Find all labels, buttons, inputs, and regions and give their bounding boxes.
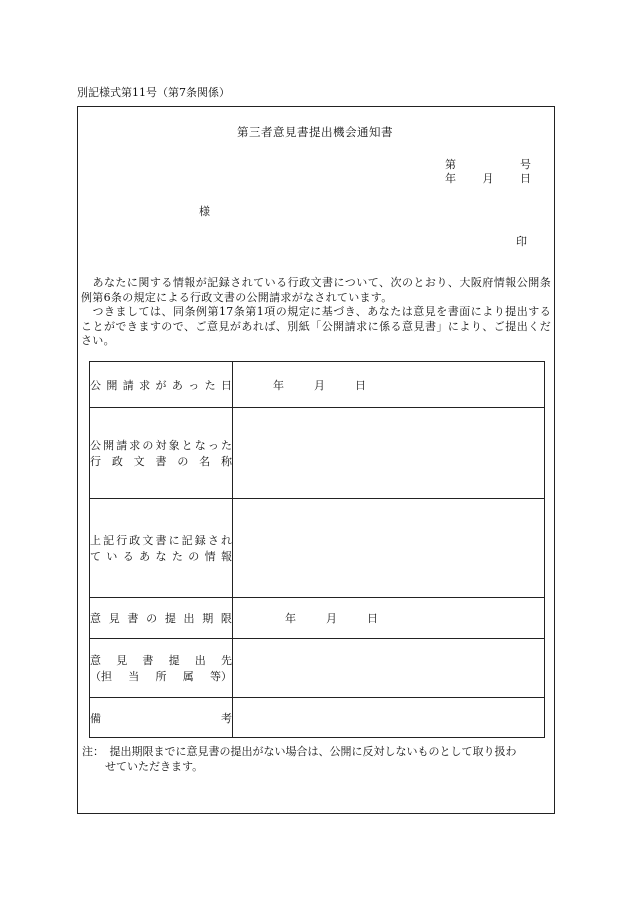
label-char: な — [194, 439, 206, 452]
label-char: た — [204, 378, 216, 392]
label-char: 備 — [90, 711, 101, 725]
label-char: 文 — [142, 534, 154, 547]
label-char: 記 — [181, 534, 193, 547]
label-char: 録 — [194, 534, 206, 547]
label-char: 求 — [139, 378, 151, 392]
label-char: 書 — [142, 654, 154, 667]
deadline-day: 日 — [367, 612, 378, 625]
label-char: 当 — [128, 670, 140, 683]
label-char: あ — [171, 378, 183, 392]
value-submission-to — [233, 639, 545, 698]
label-char: 所 — [155, 670, 167, 683]
footnote-line-2: せていただきます。 — [105, 760, 204, 773]
form-reference-label: 別記様式第11号（第7条関係） — [77, 86, 230, 99]
deadline-month: 月 — [326, 612, 337, 625]
label-submission-to — [90, 639, 233, 698]
addressee-suffix: 様 — [199, 205, 210, 218]
label-char: 書 — [127, 612, 139, 625]
label-char: 見 — [108, 612, 120, 625]
label-char: っ — [188, 378, 200, 392]
label-line — [90, 652, 232, 668]
label-char: 先 — [220, 654, 232, 667]
intro-paragraph: あなたに関する情報が記録されている行政文書について、次のとおり、大阪府情報公開条例第6条の規定による行政文書の公開請求がなされています。 — [81, 276, 551, 304]
seal-mark: 印 — [516, 235, 527, 248]
label-char: の — [142, 439, 154, 452]
issue-date-line — [445, 170, 531, 186]
label-char: る — [122, 550, 134, 563]
value-your-info — [233, 499, 545, 598]
label-char: 求 — [129, 439, 141, 452]
label-char: 政 — [111, 455, 123, 468]
label-char: 開 — [106, 378, 118, 392]
label-your-info — [90, 499, 233, 598]
label-char: に — [168, 534, 180, 547]
label-line — [90, 668, 232, 684]
date-year: 年 — [445, 172, 456, 185]
label-char: 上 — [90, 534, 101, 547]
date-month: 月 — [482, 172, 494, 185]
label-char: 見 — [116, 654, 128, 667]
label-char: 行 — [116, 534, 128, 547]
label-deadline — [90, 598, 233, 639]
label-char: 出 — [183, 612, 195, 625]
label-char: 属 — [182, 670, 194, 683]
label-char: た — [171, 550, 183, 563]
label-char: 開 — [103, 439, 115, 452]
label-char: な — [155, 550, 167, 563]
deadline-year: 年 — [285, 612, 296, 625]
label-char: 限 — [220, 612, 232, 625]
label-remarks — [90, 698, 233, 738]
label-char: さ — [207, 534, 219, 547]
row-submission-to — [90, 639, 545, 698]
row-remarks — [90, 698, 545, 738]
label-line — [90, 548, 232, 564]
label-char: 行 — [90, 455, 101, 468]
label-char: 記 — [103, 534, 115, 547]
label-char: あ — [139, 550, 151, 563]
label-char: と — [181, 439, 193, 452]
label-char: が — [155, 378, 167, 392]
label-char: の — [146, 612, 158, 625]
row-document-name — [90, 408, 545, 499]
label-char: 期 — [202, 612, 214, 625]
value-remarks — [233, 698, 545, 738]
label-line — [90, 437, 232, 453]
label-char: 意 — [90, 654, 101, 667]
label-char: 公 — [90, 439, 101, 452]
footnote-line-1: 注： 提出期限までに意見書の提出がない場合は、公開に反対しないものとして取り扱わ — [82, 745, 517, 758]
row-deadline — [90, 598, 545, 639]
label-char: 称 — [220, 455, 232, 468]
value-document-name — [233, 408, 545, 499]
label-line — [90, 532, 232, 548]
label-document-name — [90, 408, 233, 499]
label-char: 等） — [210, 670, 232, 683]
label-line — [90, 453, 232, 469]
label-char: て — [90, 550, 101, 563]
row-your-info — [90, 499, 545, 598]
label-char: 情 — [204, 550, 216, 563]
label-char: れ — [220, 534, 232, 547]
label-char: の — [177, 455, 189, 468]
label-char: 公 — [90, 378, 101, 392]
label-char: 対 — [155, 439, 167, 452]
request-year: 年 — [273, 378, 284, 392]
label-line — [90, 710, 232, 726]
label-char: た — [220, 439, 232, 452]
label-line — [90, 377, 232, 393]
label-char: 出 — [194, 654, 206, 667]
label-char: 書 — [155, 534, 167, 547]
request-month: 月 — [314, 378, 325, 392]
notice-form-table — [89, 361, 545, 738]
number-suffix: 号 — [520, 158, 531, 171]
footnote — [82, 744, 552, 774]
value-deadline — [233, 598, 545, 639]
row-request-date — [90, 362, 545, 408]
label-char: 文 — [133, 455, 145, 468]
label-char: 政 — [129, 534, 141, 547]
label-char: 提 — [164, 612, 176, 625]
label-line — [90, 610, 232, 626]
label-char: の — [188, 550, 200, 563]
label-char: 日 — [221, 378, 232, 392]
label-char: 名 — [199, 455, 211, 468]
label-char: っ — [207, 439, 219, 452]
request-day: 日 — [355, 378, 366, 392]
date-day: 日 — [520, 172, 531, 185]
instruction-paragraph: つきましては、同条例第17条第1項の規定に基づき、あなたは意見を書面により提出することができますので、ご意見があれば、別紙「公開請求に係る意見書」により、ご提出ください。 — [81, 305, 551, 347]
label-char: （担 — [90, 670, 112, 683]
label-char: 提 — [168, 654, 180, 667]
label-char: 報 — [221, 550, 232, 563]
label-char: 書 — [155, 455, 167, 468]
value-request-date — [233, 362, 545, 408]
label-char: 考 — [221, 711, 232, 725]
label-char: 請 — [122, 378, 134, 392]
label-char: 請 — [116, 439, 128, 452]
document-title: 第三者意見書提出機会通知書 — [237, 125, 393, 139]
number-prefix: 第 — [445, 158, 456, 171]
label-char: い — [106, 550, 118, 563]
label-request-date — [90, 362, 233, 408]
label-char: 象 — [168, 439, 180, 452]
label-char: 意 — [90, 612, 101, 625]
